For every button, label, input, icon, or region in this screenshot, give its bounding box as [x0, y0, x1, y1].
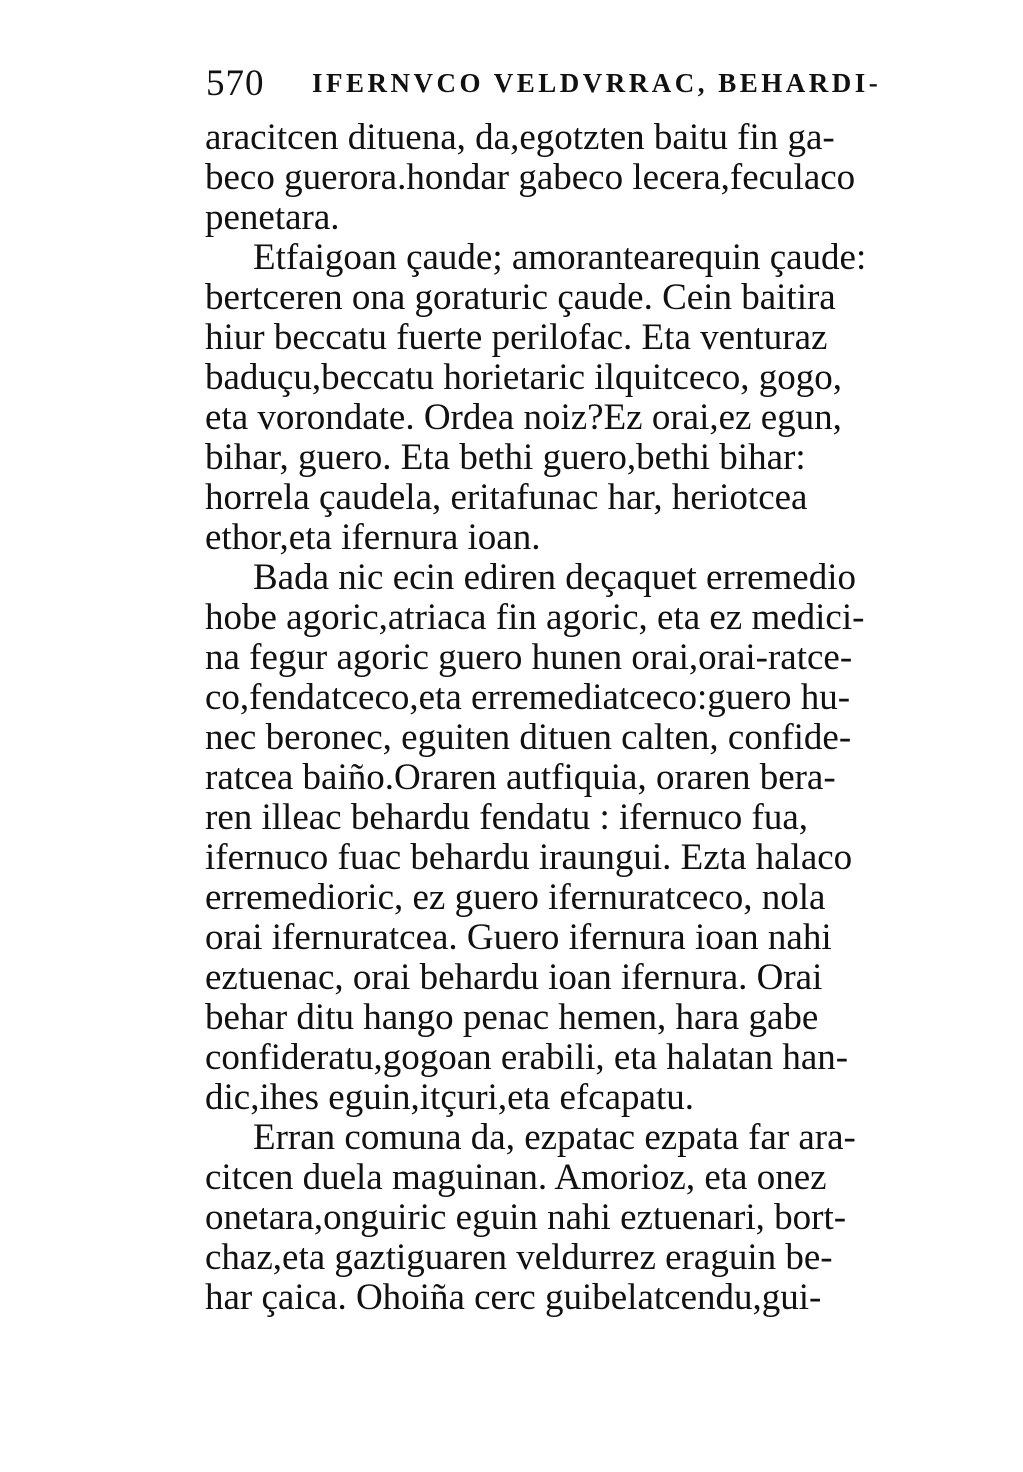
text-line: orai ifernuratcea. Guero ifernura ioan nahi [205, 917, 832, 958]
text-line: chaz,eta gaztiguaren veldurrez eraguin be- [205, 1237, 833, 1278]
text-line: ifernuco fuac behardu iraungui. Ezta halaco [205, 837, 853, 878]
text-line: Bada nic ecin ediren deçaquet erremedio [253, 557, 856, 598]
text-line: Erran comuna da, ezpatac ezpata far ara- [253, 1117, 856, 1158]
text-line: bertceren ona goraturic çaude. Cein baitira [205, 277, 836, 318]
page-number: 570 [206, 63, 265, 104]
text-line: ratcea baiño.Oraren autfiquia, oraren bera- [205, 757, 836, 798]
text-line: eta vorondate. Ordea noiz?Ez orai,ez egun, [205, 397, 842, 438]
text-line: hiur beccatu fuerte perilofac. Eta venturaz [205, 317, 828, 358]
text-line: hobe agoric,atriaca fin agoric, eta ez medici- [205, 597, 865, 638]
text-line: onetara,onguiric eguin nahi eztuenari, bort- [205, 1197, 847, 1238]
running-head [206, 58, 918, 108]
text-line: bihar, guero. Eta bethi guero,bethi bihar: [205, 437, 806, 478]
text-line: dic,ihes eguin,itçuri,eta efcapatu. [205, 1077, 695, 1118]
text-line: citcen duela maguinan. Amorioz, eta onez [205, 1157, 827, 1198]
text-line: horrela çaudela, eritafunac har, heriotcea [205, 477, 808, 518]
text-line: Etfaigoan çaude; amorantearequin çaude: [253, 237, 867, 278]
text-line: penetara. [205, 197, 340, 238]
text-line: har çaica. Ohoiña cerc guibelatcendu,gui- [205, 1277, 822, 1318]
text-line: na fegur agoric guero hunen orai,orai-ratce- [205, 637, 853, 678]
text-line: nec beronec, eguiten dituen calten, confide- [205, 717, 852, 758]
text-line: ethor,eta ifernura ioan. [205, 517, 541, 558]
text-line: behar ditu hango penac hemen, hara gabe [205, 997, 819, 1038]
text-line: erremedioric, ez guero ifernuratceco, nola [205, 877, 826, 918]
running-title: IFERNVCO VELDVRRAC, BEHARDI- [312, 68, 882, 98]
text-line: confideratu,gogoan erabili, eta halatan han- [205, 1037, 849, 1078]
text-line: ren illeac behardu fendatu : ifernuco fua, [205, 797, 809, 838]
text-line: co,fendatceco,eta erremediatceco:guero hu- [205, 677, 851, 718]
text-line: baduçu,beccatu horietaric ilquitceco, gogo, [205, 357, 842, 398]
text-line: eztuenac, orai behardu ioan ifernura. Orai [205, 957, 823, 998]
text-line: aracitcen dituena, da,egotzten baitu fin ga- [205, 117, 835, 158]
text-line: beco guerora.hondar gabeco lecera,feculaco [205, 157, 856, 198]
